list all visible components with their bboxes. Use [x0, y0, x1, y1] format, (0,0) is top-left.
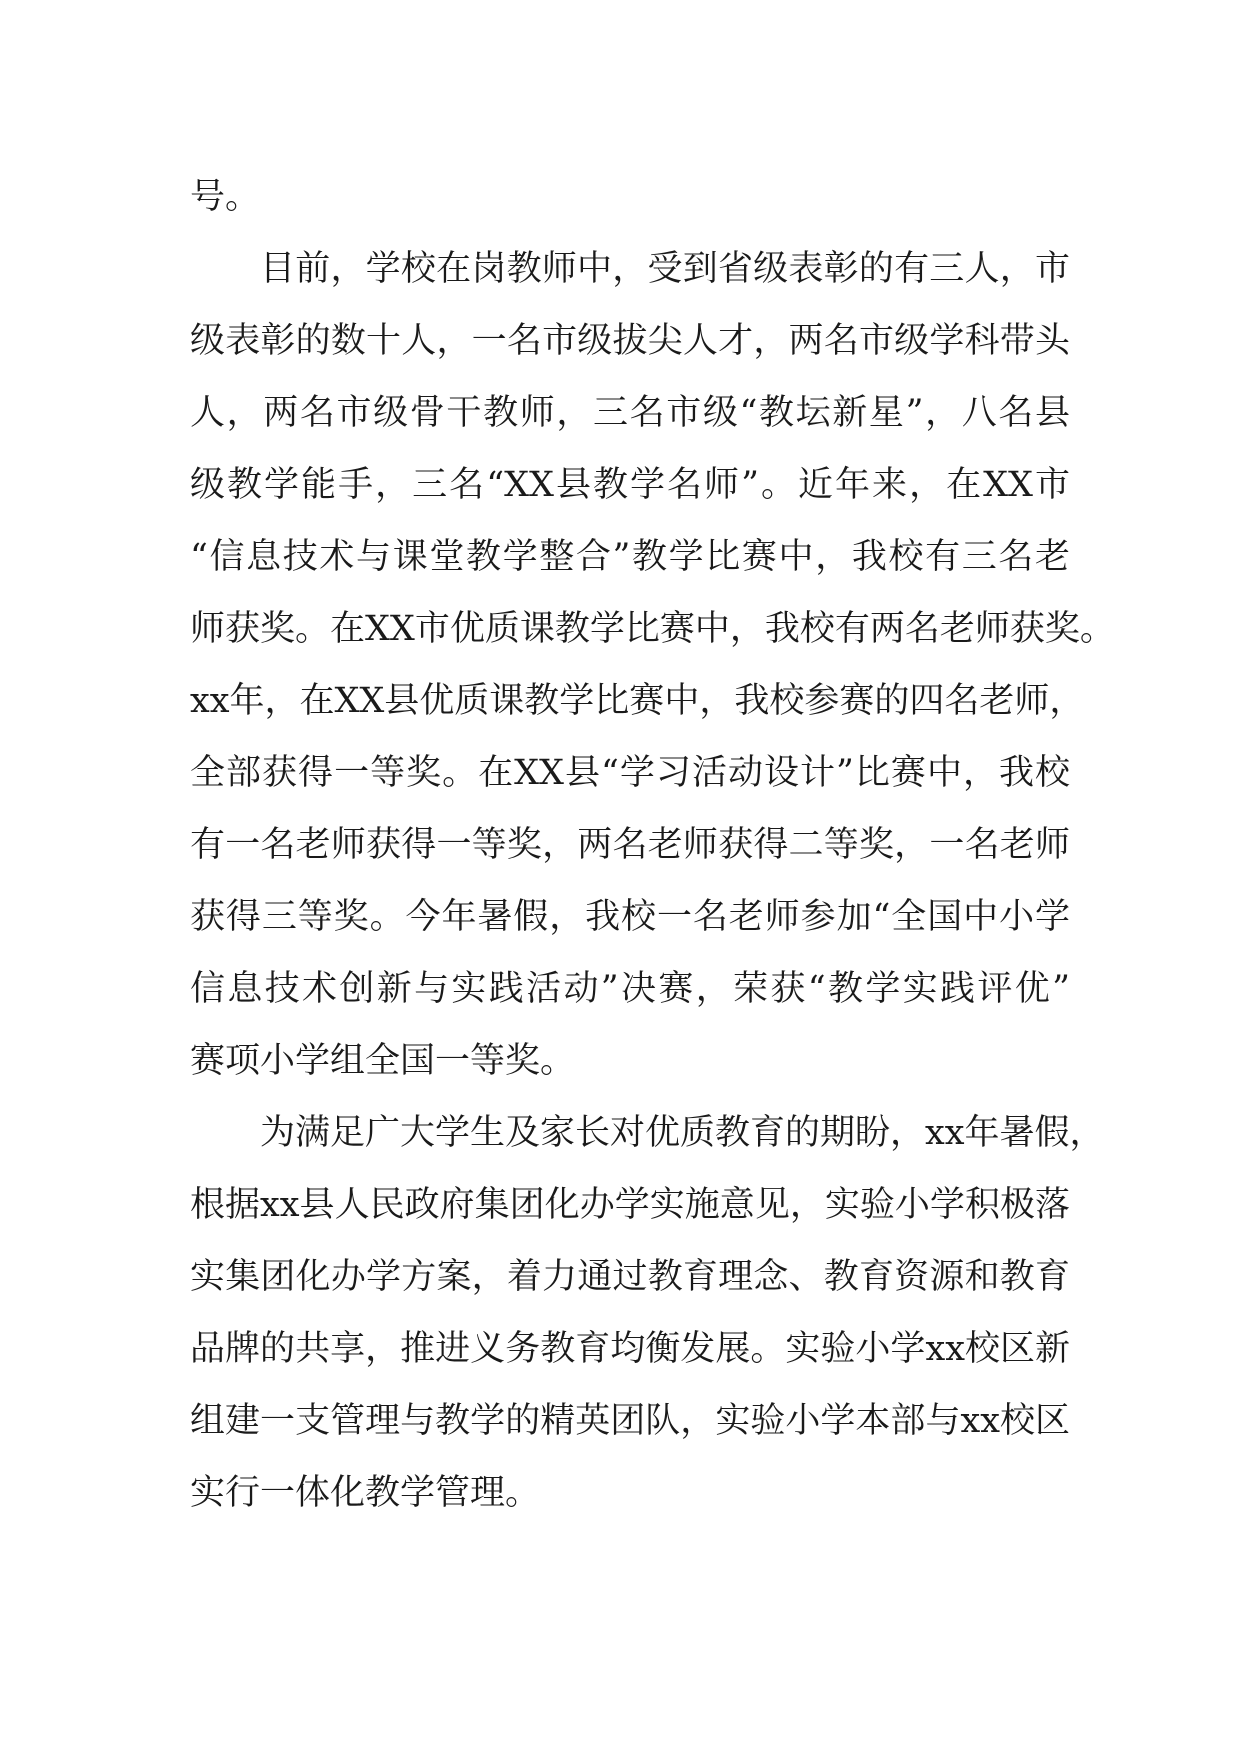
paragraph-3 [190, 1097, 1105, 1529]
text-line: 赛项小学组全国一等奖。 [190, 1041, 576, 1081]
text-line: 级教学能手，三名“XX县教学名师”。近年来，在XX市 [190, 465, 1070, 505]
text-line: 师获奖。在XX市优质课教学比赛中，我校有两名老师获奖。 [190, 609, 1115, 649]
body-text [190, 161, 1115, 1529]
text-line: 实集团化办学方案，着力通过教育理念、教育资源和教育 [190, 1257, 1070, 1297]
text-line: 为满足广大学生及家长对优质教育的期盼，xx年暑假， [260, 1113, 1105, 1153]
paragraph-1 [190, 161, 1070, 233]
text-line: 有一名老师获得一等奖，两名老师获得二等奖，一名老师 [190, 825, 1070, 865]
text-line: 品牌的共享，推进义务教育均衡发展。实验小学xx校区新 [190, 1329, 1070, 1369]
text-line: 目前，学校在岗教师中，受到省级表彰的有三人，市 [260, 249, 1070, 289]
text-line: 组建一支管理与教学的精英团队，实验小学本部与xx校区 [190, 1401, 1070, 1441]
text-line: xx年，在XX县优质课教学比赛中，我校参赛的四名老师， [190, 681, 1085, 721]
text-line: 号。 [190, 177, 261, 217]
text-line: 级表彰的数十人，一名市级拔尖人才，两名市级学科带头 [190, 321, 1070, 361]
text-line: “信息技术与课堂教学整合”教学比赛中，我校有三名老 [190, 537, 1070, 577]
text-line: 人，两名市级骨干教师，三名市级“教坛新星”，八名县 [190, 393, 1070, 433]
text-line: 获得三等奖。今年暑假，我校一名老师参加“全国中小学 [190, 897, 1070, 937]
text-line: 信息技术创新与实践活动”决赛，荣获“教学实践评优” [190, 969, 1070, 1009]
paragraph-2 [190, 233, 1115, 1097]
text-line: 实行一体化教学管理。 [190, 1473, 541, 1513]
text-line: 全部获得一等奖。在XX县“学习活动设计”比赛中，我校 [190, 753, 1070, 793]
text-line: 根据xx县人民政府集团化办学实施意见，实验小学积极落 [190, 1185, 1070, 1225]
